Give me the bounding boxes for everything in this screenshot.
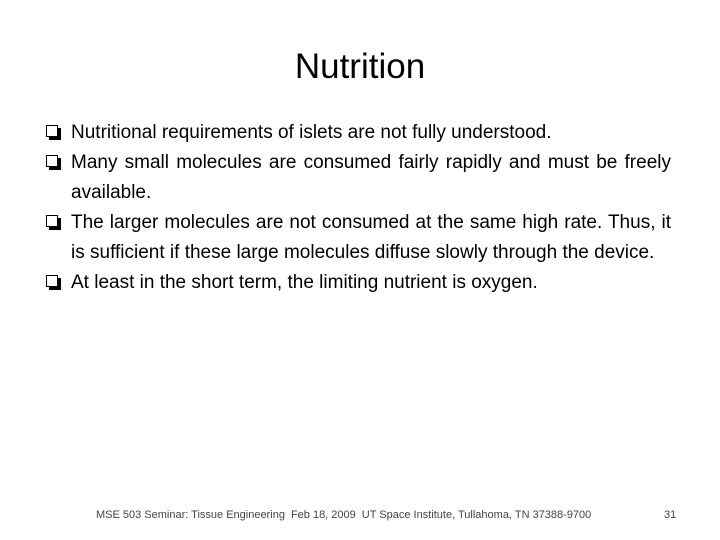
bullet-item <box>46 118 671 148</box>
footer-info <box>96 508 591 522</box>
bullet-text: Many small molecules are consumed fairly rapidly and must be freely available. <box>71 152 671 203</box>
slide-title: Nutrition <box>294 47 426 86</box>
bullet-text: At least in the short term, the limiting nutrient is oxygen. <box>71 272 538 293</box>
bullet-item <box>46 148 671 208</box>
bullet-text: The larger molecules are not consumed at the same high rate. Thus, it is sufficient if these large molecules diffuse slowly through the device. <box>71 212 671 263</box>
checkbox-square-icon <box>46 155 61 170</box>
footer-location: UT Space Institute, Tullahoma, TN 37388-9700 <box>361 509 592 521</box>
page-number: 31 <box>664 509 677 521</box>
bullet-list <box>46 118 671 298</box>
bullet-item <box>46 268 671 298</box>
bullet-item <box>46 208 671 268</box>
footer-date: Feb 18, 2009 <box>290 509 356 521</box>
bullet-text: Nutritional requirements of islets are not fully understood. <box>71 122 552 143</box>
checkbox-square-icon <box>46 215 61 230</box>
checkbox-square-icon <box>46 125 61 140</box>
checkbox-square-icon <box>46 275 61 290</box>
footer-course: MSE 503 Seminar: Tissue Engineering <box>96 509 285 521</box>
